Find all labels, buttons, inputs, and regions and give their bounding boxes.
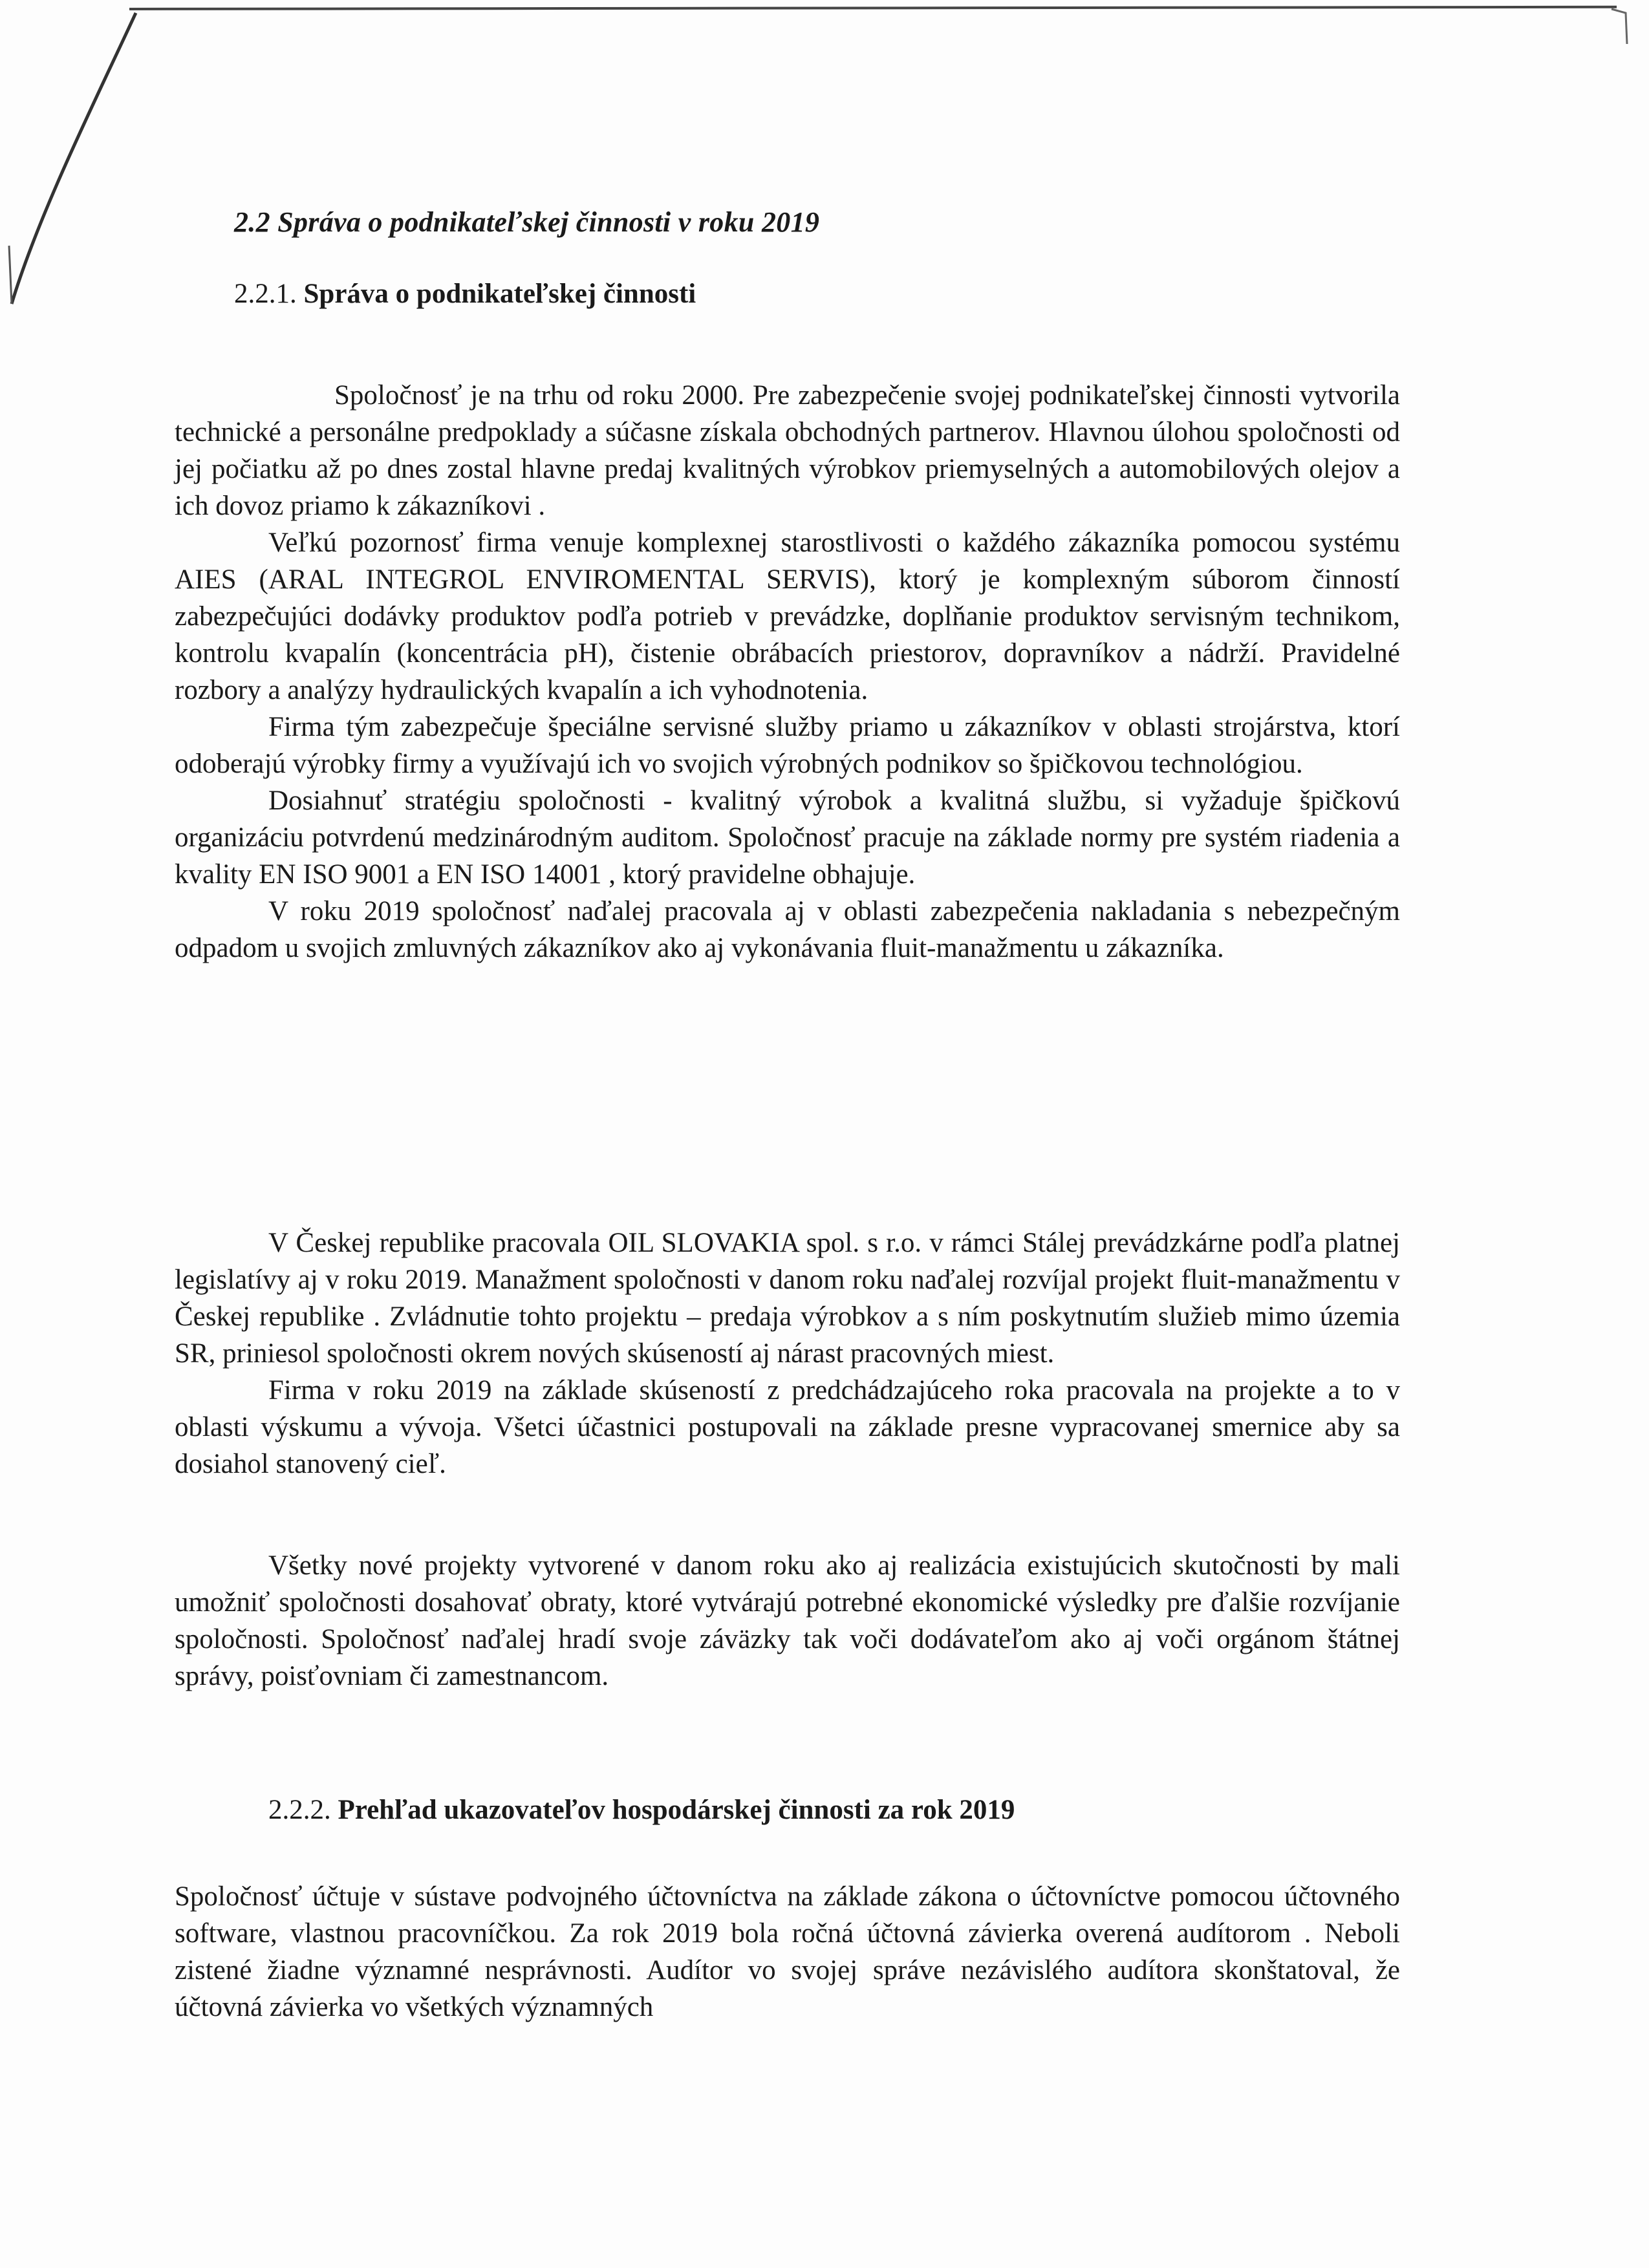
paragraph: V roku 2019 spoločnosť naďalej pracovala aj v oblasti zabezpečenia nakladania s nebezpečným odpadom u svojich zmluvných zákazníkov ako aj vykonávania fluit-manažmentu u zákazníka. xyxy=(175,896,1400,963)
paragraph: Veľkú pozornosť firma venuje komplexnej starostlivosti o každého zákazníka pomocou systému AIES (ARAL INTEGROL ENVIROMENTAL SERVIS), ktorý je komplexným súborom činností zabezpečujúci dodávky produktov podľa potrieb v prevádzke, doplňanie produktov servisným technikom, kontrolu kvapalín (koncentrácia pH), čistenie obrábacích priestorov, dopravníkov a nádrží. Pravidelné rozbory a analýzy hydraulických kvapalín a ich vyhodnotenia. xyxy=(175,528,1400,705)
scan-edge-line xyxy=(129,6,1617,10)
report-text-block xyxy=(175,377,1400,967)
paragraph: Spoločnosť je na trhu od roku 2000. Pre zabezpečenie svojej podnikateľskej činnosti vytvorila technické a personálne predpoklady a súčasne získala obchodných partnerov. Hlavnou úlohou spoločnosti od jej počiatku až po dnes zostal hlavne predaj kvalitných výrobkov priemyselných a automobilových olejov a ich dovoz priamo k zákazníkovi . xyxy=(175,380,1400,521)
page-title: 2.2 Správa o podnikateľskej činnosti v roku 2019 xyxy=(234,206,820,238)
section-title: Prehľad ukazovateľov hospodárskej činnosti za rok 2019 xyxy=(338,1795,1015,1825)
section-number: 2.2.2. xyxy=(268,1795,331,1825)
paragraph: Všetky nové projekty vytvorené v danom roku ako aj realizácia existujúcich skutočnosti by mali umožniť spoločnosti dosahovať obraty, ktoré vytvárajú potrebné ekonomické výsledky pre ďalšie rozvíjanie spoločnosti. Spoločnosť naďalej hradí svoje záväzky tak voči dodávateľom ako aj voči orgánom štátnej správy, poisťovniam či zamestnancom. xyxy=(175,1550,1400,1691)
paragraph: Firma v roku 2019 na základe skúseností z predchádzajúceho roka pracovala na projekte a to v oblasti výskumu a vývoja. Všetci účastnici postupovali na základe presne vypracovanej smernice aby sa dosiahol stanovený cieľ. xyxy=(175,1375,1400,1479)
indicators-text-block xyxy=(175,1878,1400,2026)
czech-operations-text-block xyxy=(175,1225,1400,1482)
section-heading-business-report xyxy=(234,278,696,310)
paragraph: Spoločnosť účtuje v sústave podvojného účtovníctva na základe zákona o účtovníctve pomocou účtovného software, vlastnou pracovníčkou. Za rok 2019 bola ročná účtovná závierka overená audítorom . Neboli zistené žiadne významné nesprávnosti. Audítor vo svojej správe nezávislého audítora skonštatoval, že účtovná závierka vo všetkých významných xyxy=(175,1881,1400,2022)
paragraph: V Českej republike pracovala OIL SLOVAKIA spol. s r.o. v rámci Stálej prevádzkárne podľa platnej legislatívy aj v roku 2019. Manažment spoločnosti v danom roku naďalej rozvíjal projekt fluit-manažmentu v Českej republike . Zvládnutie tohto projektu – predaja výrobkov a s ním poskytnutím služieb mimo územia SR, priniesol spoločnosti okrem nových skúseností aj nárast pracovných miest. xyxy=(175,1228,1400,1369)
paragraph: Firma tým zabezpečuje špeciálne servisné služby priamo u zákazníkov v oblasti strojárstva, ktorí odoberajú výrobky firmy a využívajú ich vo svojich výrobných podnikov so špičkovou technológiou. xyxy=(175,712,1400,779)
scan-corner-fold-mark xyxy=(0,0,168,310)
section-heading-indicators xyxy=(268,1794,1015,1826)
section-number: 2.2.1. xyxy=(234,279,297,309)
outlook-text-block xyxy=(175,1547,1400,1695)
paragraph: Dosiahnuť stratégiu spoločnosti - kvalitný výrobok a kvalitná službu, si vyžaduje špičkovú organizáciu potvrdenú medzinárodným auditom. Spoločnosť pracuje na základe normy pre systém riadenia a kvality EN ISO 9001 a EN ISO 14001 , ktorý pravidelne obhajuje. xyxy=(175,786,1400,890)
section-title: Správa o podnikateľskej činnosti xyxy=(303,279,696,309)
scan-edge-mark xyxy=(1610,6,1630,45)
